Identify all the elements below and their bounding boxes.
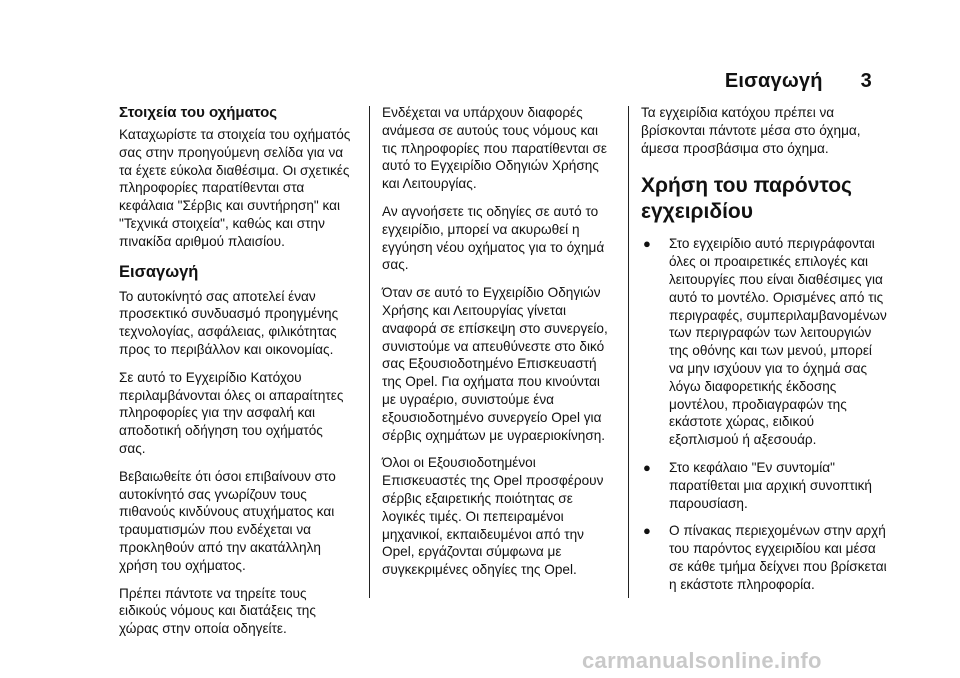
paragraph: Αν αγνοήσετε τις οδηγίες σε αυτό το εγχειρίδιο, μπορεί να ακυρωθεί η εγγύηση νέου οχήματος για το όχημά σας. [382, 203, 605, 273]
page-number: 3 [860, 70, 872, 92]
bullet-icon: ● [643, 523, 651, 539]
heading-using-manual: Χρήση του παρόντος εγχειριδίου [641, 174, 852, 224]
paragraph: Το αυτοκίνητό σας αποτελεί έναν προσεκτικό συνδυασμό προηγμένης τεχνολογίας, ασφάλειας, φιλικότητας προς το περιβάλλον και οικονομίας. [119, 288, 339, 357]
paragraph: Τα εγχειρίδια κατόχου πρέπει να βρίσκονται πάντοτε μέσα στο όχημα, άμεσα προσβάσιμα στο όχημα. [641, 105, 861, 156]
paragraph: Όταν σε αυτό το Εγχειρίδιο Οδηγιών Χρήσης και Λειτουργίας γίνεται αναφορά σε επίσκεψη στο συνεργείο, συνιστούμε να απευθύνεστε στο δικό σας Εξουσιοδοτημένο Επισκευαστή της Opel. Για οχήματα που κινούνται με υγραέριο, συνιστούμε ένα εξουσιοδοτημένο συνεργείο Opel για σέρβις οχημάτων με υγραεριοκίνηση. [382, 285, 608, 443]
paragraph: Όλοι οι Εξουσιοδοτημένοι Επισκευαστές της Opel προσφέρουν σέρβις εξαιρετικής ποιότητας σε λογικές τιμές. Οι πεπειραμένοι μηχανικοί, εκπαιδευμένοι από την Opel, εργάζονται σύμφωνα με συγκεκριμένες οδηγίες της Opel. [382, 455, 604, 578]
column-divider-1 [369, 106, 370, 598]
paragraph: Σε αυτό το Εγχειρίδιο Κατόχου περιλαμβάνονται όλες οι απαραίτητες πληροφορίες για την ασφαλή και αποδοτική οδήγηση του οχήματός σας. [119, 369, 344, 456]
bullet-icon: ● [643, 236, 651, 252]
column-divider-2 [628, 106, 629, 598]
list-item [641, 235, 887, 449]
bullet-icon: ● [643, 459, 651, 475]
header-title: Εισαγωγή [724, 70, 823, 92]
bullet-list [641, 235, 887, 593]
list-item-text: Στο κεφάλαιο "Εν συντομία" παρατίθεται μια αρχική συνοπτική παρουσίαση. [669, 459, 872, 511]
paragraph: Ενδέχεται να υπάρχουν διαφορές ανάμεσα σε αυτούς τους νόμους και τις πληροφορίες που παρατίθενται σε αυτό το Εγχειρίδιο Οδηγιών Χρήσης και Λειτουργίας. [382, 105, 607, 192]
column-1 [119, 104, 351, 648]
list-item [641, 459, 887, 512]
column-2 [382, 104, 614, 589]
watermark: carmanualsonline.info [582, 648, 822, 673]
paragraph: Καταχωρίστε τα στοιχεία του οχήματός σας στην προηγούμενη σελίδα για να τα έχετε εύκολα διαθέσιμα. Οι σχετικές πληροφορίες παρατίθενται στα κεφάλαια "Σέρβις και συντήρηση" και "Τεχνικά στοιχεία", καθώς και στην πινακίδα αριθμού πλαισίου. [119, 127, 351, 249]
heading-vehicle-data: Στοιχεία του οχήματος [119, 104, 278, 121]
paragraph: Βεβαιωθείτε ότι όσοι επιβαίνουν στο αυτοκίνητό σας γνωρίζουν τους πιθανούς κινδύνους ατυχήματος και τραυματισμών που ενδέχεται να προκληθούν από την ακατάλληλη χρήση του οχήματος. [119, 468, 336, 573]
paragraph: Πρέπει πάντοτε να τηρείτε τους ειδικούς νόμους και διατάξεις της χώρας στην οποία οδηγείτε. [119, 585, 316, 637]
heading-introduction: Εισαγωγή [119, 262, 199, 281]
list-item [641, 522, 887, 593]
column-3 [641, 104, 887, 604]
page-header [725, 70, 872, 93]
list-item-text: Στο εγχειρίδιο αυτό περιγράφονται όλες οι προαιρετικές επιλογές και λειτουργίες που είναι διαθέσιμες για αυτό το μοντέλο. Ορισμένες από τις περιγραφές, συμπεριλαμβανομένων των περιγραφών των λειτουργιών της οθόνης και των μενού, μπορεί να μην ισχύουν για το όχημά σας λόγω διαφορετικής έκδοσης μοντέλου, προδιαγραφών της εκάστοτε χώρας, ειδικού εξοπλισμού ή αξεσουάρ. [669, 236, 887, 448]
list-item-text: Ο πίνακας περιεχομένων στην αρχή του παρόντος εγχειριδίου και μέσα σε κάθε τμήμα δείχνει που βρίσκεται η εκάστοτε πληροφορία. [669, 523, 887, 592]
